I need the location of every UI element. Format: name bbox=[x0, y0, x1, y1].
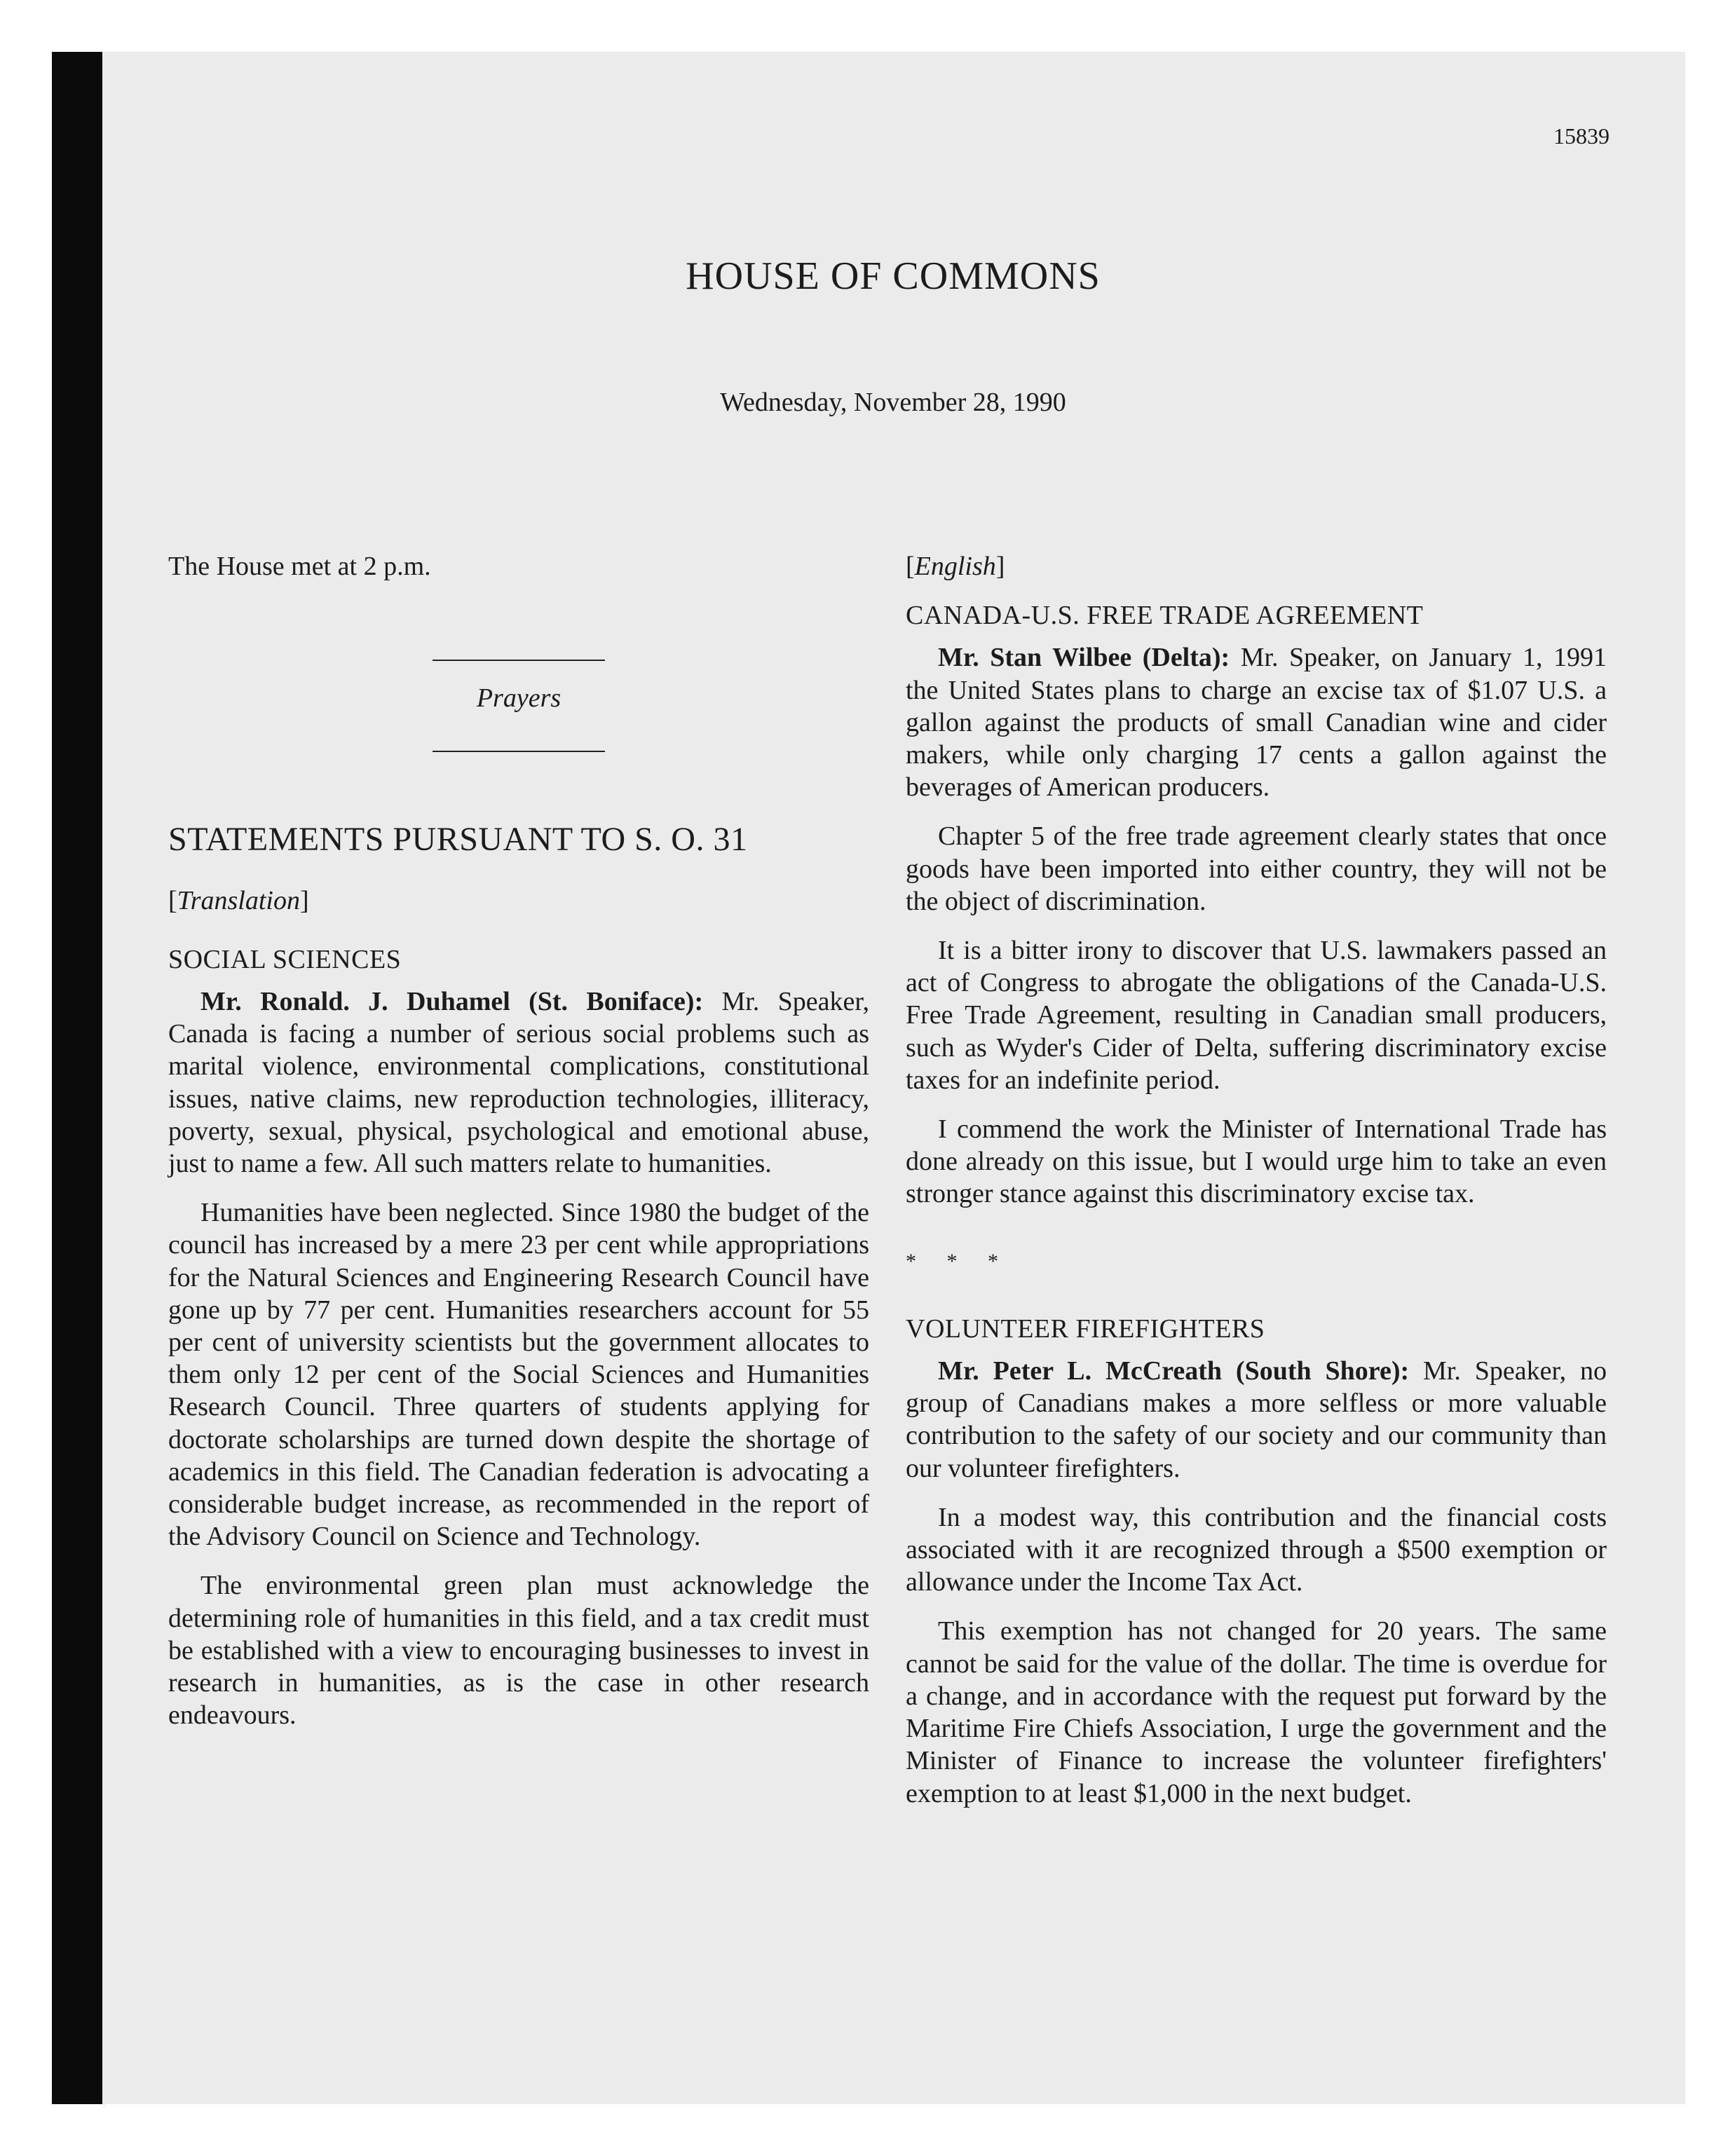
language-note-text: Translation bbox=[177, 885, 300, 915]
statement-paragraph: I commend the work the Minister of International Trade has done already on this issue, but I would urge him to take an even stronger stance against this discriminatory excise tax. bbox=[906, 1114, 1607, 1209]
statement-text: Mr. Speaker, Canada is facing a number of serious social problems such as marital violence, environmental complications, constitutional issues, native claims, new reproduction technologies, illiteracy, poverty, sexual, physical, psychological and emotional abuse, just to name a few. All such matters relate to humanities. bbox=[168, 987, 869, 1179]
statement-text: Mr. Speaker, on January 1, 1991 the United States plans to charge an excise tax of $1.07 U.S. a gallon against the products of small Canadian wine and cider makers, while only charging 17 cents a gallon against the beverages of American producers. bbox=[906, 643, 1607, 803]
speaker-name: Mr. Ronald. J. Duhamel (St. Boniface): bbox=[200, 987, 704, 1017]
statement-paragraph bbox=[906, 1355, 1607, 1485]
speaker-name: Mr. Peter L. McCreath (South Shore): bbox=[938, 1356, 1410, 1386]
page-title: HOUSE OF COMMONS bbox=[686, 254, 1101, 298]
page-number: 15839 bbox=[1553, 123, 1610, 149]
statement-paragraph: Chapter 5 of the free trade agreement clearly states that once goods have been imported into either country, they will not be the object of discrimination. bbox=[906, 821, 1607, 916]
statement-paragraph: This exemption has not changed for 20 years. The same cannot be said for the value of the dollar. The time is overdue for a change, and in accordance with the request put forward by the Maritime Fire Chiefs Association, I urge the government and the Minister of Finance to increase the volunteer firefighters' exemption to at least $1,000 in the next budget. bbox=[906, 1616, 1607, 1808]
statement-paragraph bbox=[168, 985, 869, 1180]
statement-text: Mr. Speaker, no group of Canadians makes a more selfless or more valuable contribution to the safety of our society and our community than our volunteer firefighters. bbox=[906, 1356, 1607, 1483]
sitting-date: Wednesday, November 28, 1990 bbox=[720, 388, 1066, 417]
language-note: [English] bbox=[906, 552, 1005, 581]
divider-rule bbox=[433, 751, 605, 752]
divider-rule bbox=[433, 660, 605, 661]
opening-line: The House met at 2 p.m. bbox=[168, 552, 431, 581]
statement-paragraph: In a modest way, this contribution and the financial costs associated with it are recognized through a $500 exemption or allowance under the Income Tax Act. bbox=[906, 1502, 1607, 1597]
statement-paragraph bbox=[906, 641, 1607, 803]
language-note: [Translation] bbox=[168, 885, 309, 915]
statement-paragraph: It is a bitter irony to discover that U.S. lawmakers passed an act of Congress to abrogate the obligations of the Canada-U.S. Free Trade Agreement, resulting in Canadian small producers, such as Wyder's Cider of Delta, suffering discriminatory excise taxes for an indefinite period. bbox=[906, 936, 1607, 1095]
section-heading: STATEMENTS PURSUANT TO S. O. 31 bbox=[168, 821, 748, 859]
prayers-label: Prayers bbox=[476, 683, 562, 714]
section-separator: * * * bbox=[906, 1249, 1011, 1273]
statement-paragraph: Humanities have been neglected. Since 1980 the budget of the council has increased by a mere 23 per cent while appropriations for the Natural Sciences and Engineering Research Council have gone up by 77 per cent. Humanities researchers account for 55 per cent of university scientists but the government allocates to them only 12 per cent of the Social Sciences and Humanities Research Council. Three quarters of students applying for doctorate scholarships are turned down despite the shortage of academics in this field. The Canadian federation is advocating a considerable budget increase, as recommended in the report of the Advisory Council on Science and Technology. bbox=[168, 1198, 869, 1552]
left-column bbox=[168, 550, 869, 1731]
language-note-text: English bbox=[914, 552, 996, 581]
right-column bbox=[906, 550, 1607, 1810]
subsection-heading: SOCIAL SCIENCES bbox=[168, 944, 402, 974]
statement-paragraph: The environmental green plan must acknowledge the determining role of humanities in this field, and a tax credit must be established with a view to encouraging businesses to invest in research in humanities, as is the case in other research endeavours. bbox=[168, 1571, 869, 1731]
speaker-name: Mr. Stan Wilbee (Delta): bbox=[938, 643, 1230, 673]
binding-edge bbox=[52, 52, 102, 2104]
section-heading: VOLUNTEER FIREFIGHTERS bbox=[906, 1314, 1265, 1344]
section-heading: CANADA-U.S. FREE TRADE AGREEMENT bbox=[906, 601, 1424, 631]
